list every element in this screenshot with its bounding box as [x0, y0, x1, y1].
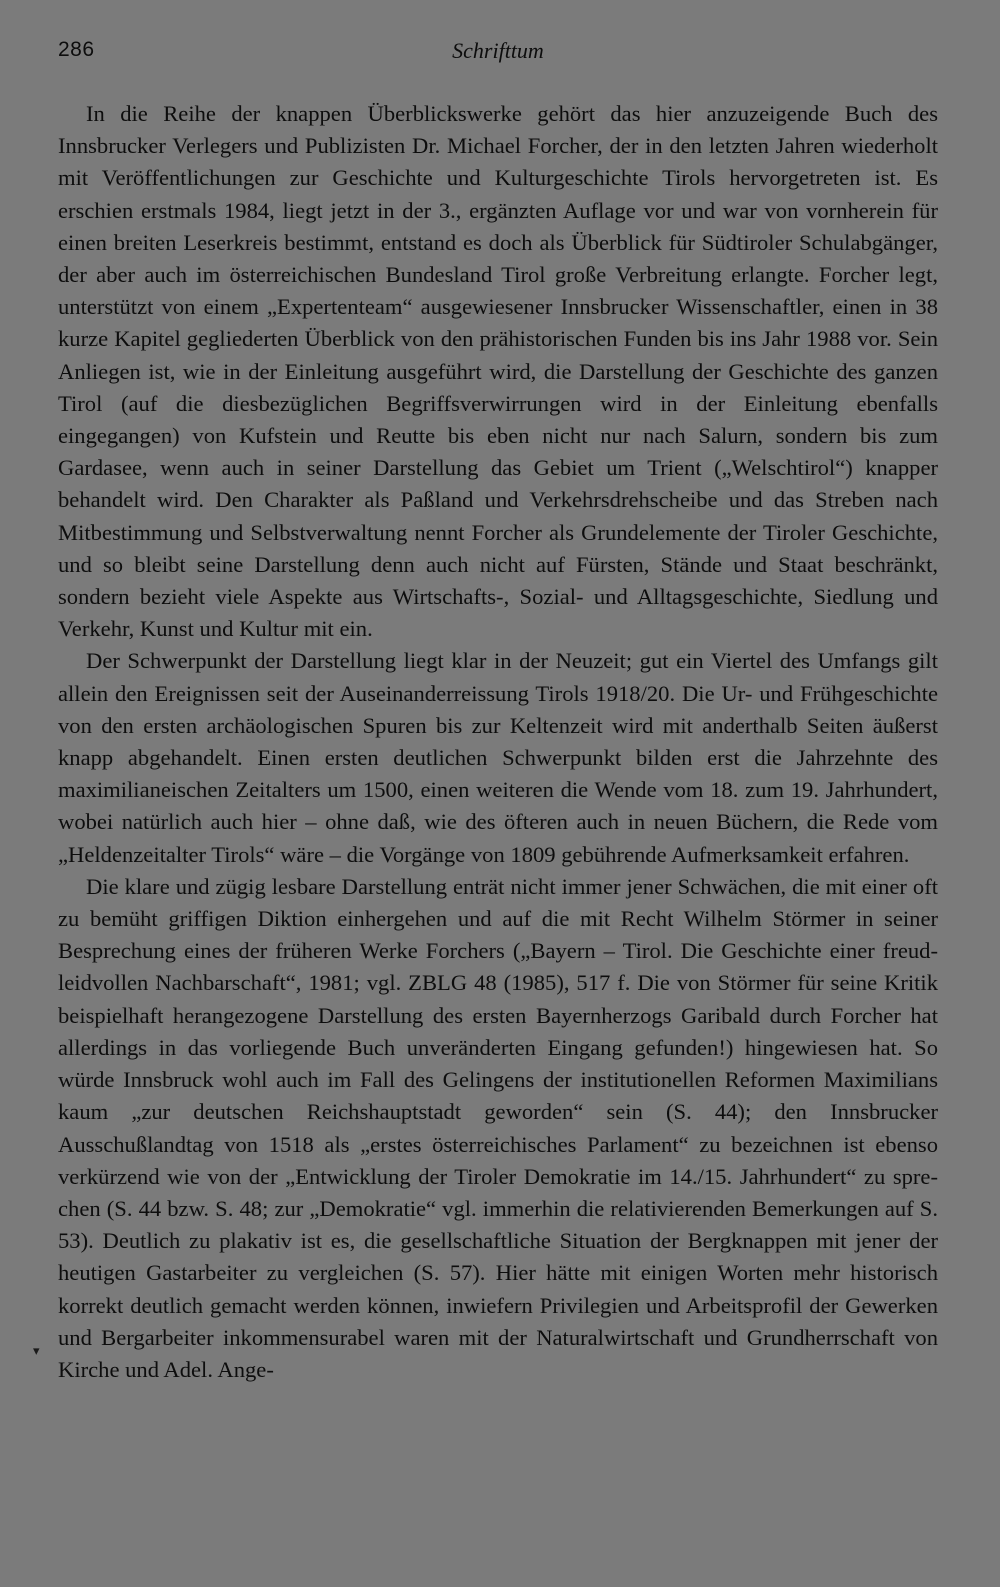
running-title: Schrifttum — [452, 38, 544, 63]
page-number: 286 — [58, 38, 95, 61]
running-head — [58, 38, 938, 72]
review-body — [58, 98, 938, 1386]
paragraph-2: Der Schwerpunkt der Darstellung liegt klar in der Neuzeit; gut ein Viertel des Umfangs gilt allein den Ereignissen seit der Auseinanderreissung Tirols 1918/20. Die Ur- und Frühgeschichte von den ersten archäologischen Spuren bis zur Keltenzeit wird mit anderthalb Seiten äußerst knapp abgehandelt. Einen ersten deutlichen Schwerpunkt bilden erst die Jahrzehnte des maximilianeischen Zeitalters um 1500, einen weiteren die Wende vom 18. zum 19. Jahrhundert, wobei natürlich auch hier – ohne daß, wie des öfteren auch in neuen Büchern, die Rede vom „Heldenzeitalter Tirols“ wäre – die Vorgänge von 1809 gebührende Aufmerksamkeit erfahren. — [58, 648, 938, 867]
margin-mark: ▾ — [33, 1343, 40, 1358]
paragraph-3: Die klare und zügig lesbare Darstellung enträt nicht immer jener Schwächen, die mit einer oft zu bemüht griffigen Diktion einhergehen und auf die mit Recht Wilhelm Störmer in seiner Besprechung eines der früheren Werke Forchers („Bayern – Tirol. Die Geschichte einer freud-leidvollen Nachbarschaft“, 1981; vgl. ZBLG 48 (1985), 517 f. Die von Störmer für seine Kritik beispielhaft herangezogene Darstellung des ersten Bayernherzogs Garibald durch Forcher hat allerdings in das vorliegende Buch unveränderten Eingang gefunden!) hingewiesen hat. So würde Innsbruck wohl auch im Fall des Gelingens der institutionellen Reformen Maximilians kaum „zur deutschen Reichshauptstadt geworden“ sein (S. 44); den Innsbrucker Ausschußlandtag von 1518 als „erstes österreichisches Parlament“ zu bezeichnen ist ebenso verkürzend wie von der „Entwicklung der Tiroler Demokratie im 14./15. Jahrhundert“ zu sprechen (S. 44 bzw. S. 48; zur „Demokratie“ vgl. immerhin die relativierenden Bemerkungen auf S. 53). Deutlich zu plakativ ist es, die gesellschaftliche Situation der Bergknappen mit jener der heutigen Gastarbeiter zu vergleichen (S. 57). Hier hätte mit einigen Worten mehr historisch korrekt deutlich gemacht werden können, inwiefern Privilegien und Arbeitsprofil der Gewerken und Bergarbeiter inkommensurabel waren mit der Naturalwirtschaft und Grundherrschaft von Kirche und Adel. Ange- — [58, 873, 938, 1382]
paragraph-1: In die Reihe der knappen Überblickswerke gehört das hier anzuzeigende Buch des Innsbrucker Verlegers und Publizisten Dr. Michael Forcher, der in den letzten Jahren wiederholt mit Veröffentlichungen zur Geschichte und Kulturgeschichte Tirols hervorgetreten ist. Es erschien erstmals 1984, liegt jetzt in der 3., ergänzten Auflage vor und war von vornherein für einen breiten Leserkreis bestimmt, entstand es doch als Überblick für Südtiroler Schulabgänger, der aber auch im österreichischen Bundesland Tirol große Verbreitung erlangte. Forcher legt, unterstützt von einem „Expertenteam“ ausgewiesener Innsbrucker Wissenschaftler, einen in 38 kurze Kapitel gegliederten Überblick von den prähistorischen Funden bis ins Jahr 1988 vor. Sein Anliegen ist, wie in der Einleitung ausgeführt wird, die Darstellung der Geschichte des ganzen Tirol (auf die diesbezüglichen Begriffsverwirrungen wird in der Einleitung ebenfalls eingegangen) von Kufstein und Reutte bis eben nicht nur nach Salurn, sondern bis zum Gardasee, wenn auch in seiner Darstellung das Gebiet um Trient („Welschtirol“) knapper behandelt wird. Den Charakter als Paßland und Verkehrsdrehscheibe und das Streben nach Mitbestimmung und Selbstverwaltung nennt Forcher als Grundelemente der Tiroler Geschichte, und so bleibt seine Darstellung denn auch nicht auf Fürsten, Stände und Staat beschränkt, sondern bezieht viele Aspekte aus Wirtschafts-, Sozial- und Alltagsgeschichte, Siedlung und Verkehr, Kunst und Kultur mit ein. — [58, 101, 938, 642]
